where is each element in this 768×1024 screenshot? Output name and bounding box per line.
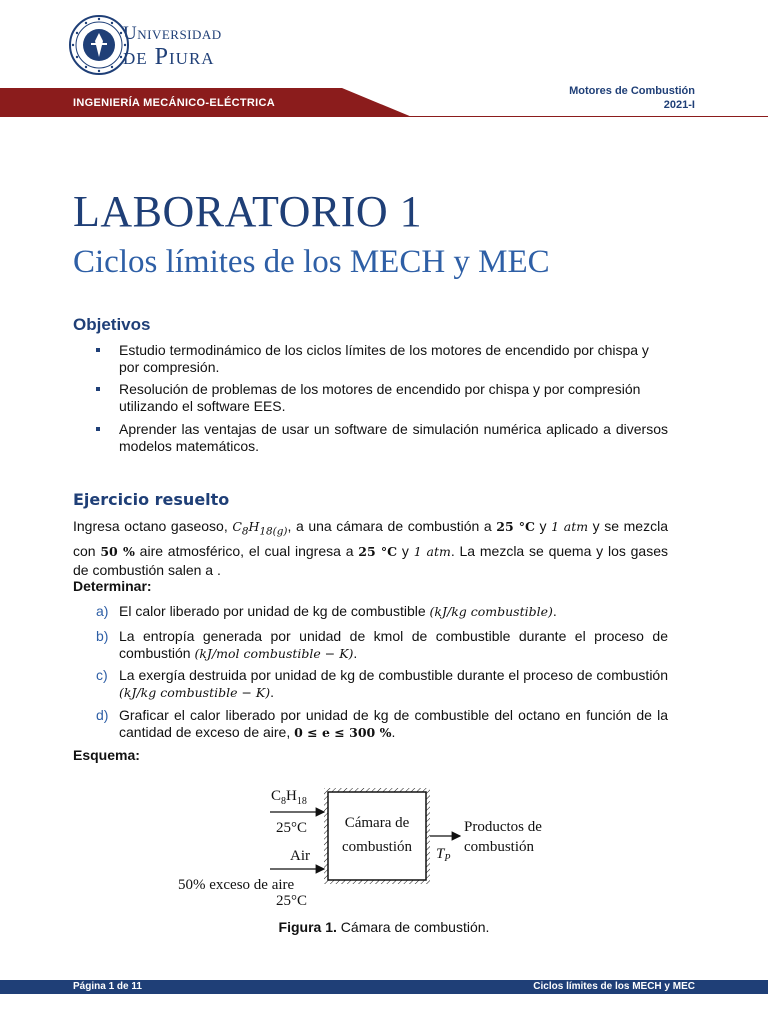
task-text: Graficar el calor liberado por unidad de kg de combustible del octano en función de la cantidad de exceso de aire, 0 ≤ e ≤ 300 %. — [119, 707, 668, 740]
task-item — [96, 707, 668, 741]
objective-text: Aprender las ventajas de usar un software de simulación numérica aplicado a diversos modelos matemáticos. — [119, 421, 668, 454]
scheme-label: Esquema: — [73, 747, 140, 763]
objective-item — [96, 342, 668, 376]
objective-text: Estudio termodinámico de los ciclos límites de los motores de encendido por chispa y por compresión. — [119, 342, 649, 375]
task-text: El calor liberado por unidad de kg de combustible (kJ/kg combustible). — [119, 603, 557, 619]
air-temperature: 25 °C — [358, 543, 398, 559]
fuel-temperature: 25°C — [276, 820, 308, 836]
university-name — [123, 24, 222, 69]
air-label: Air — [290, 848, 310, 864]
caption-number: Figura 1. — [278, 919, 337, 935]
page-number: Página 1 de 11 — [73, 981, 142, 992]
task-letter: b) — [96, 628, 109, 644]
figure-caption — [0, 919, 768, 935]
chamber-label-2: combustión — [342, 839, 412, 855]
task-text: La exergía destruida por unidad de kg de combustible durante el proceso de combustión (kJ/kg combustible − K). — [119, 667, 668, 700]
university-seal-logo — [68, 14, 130, 76]
task-letter: d) — [96, 707, 109, 723]
task-text: La entropía generada por unidad de kmol de combustible durante el proceso de combustión (kJ/mol combustible − K). — [119, 628, 668, 661]
task-item — [96, 667, 668, 701]
course-info — [569, 84, 695, 112]
tp-label: $T_P$ — [436, 846, 451, 864]
objective-item — [96, 381, 668, 415]
products-label-2: combustión — [464, 839, 534, 855]
lab-subtitle: Ciclos límites de los MECH y MEC — [73, 244, 550, 280]
course-term: 2021-I — [663, 99, 695, 111]
air-pressure: 1 atm — [413, 543, 451, 559]
university-name-line2: de Piura — [123, 44, 215, 70]
bullet-icon — [96, 427, 100, 431]
department-label: INGENIERÍA MECÁNICO-ELÉCTRICA — [73, 97, 276, 109]
task-item — [96, 603, 668, 620]
objectives-heading: Objetivos — [73, 315, 151, 334]
task-letter: c) — [96, 667, 108, 683]
products-label-1: Productos de — [464, 819, 542, 835]
excess-air-value: 50 % — [100, 543, 135, 559]
exercise-statement: Ingresa octano gaseoso, $C_8H_{18(g)}$, a una cámara de combustión a 25 °C y 1 atm y se mezcla con 50 % aire atmosférico, el cual ingresa a 25 °C y 1 atm. La mezcla se quema y los gases de combustión salen a . — [73, 518, 668, 578]
chamber-box — [328, 792, 426, 880]
exercise-heading: Ejercicio resuelto — [73, 490, 230, 509]
objective-text: Resolución de problemas de los motores de encendido por chispa y por compresión utilizando el software EES. — [119, 381, 641, 414]
statement-text: Ingresa octano gaseoso, — [73, 518, 233, 534]
determine-label: Determinar: — [73, 578, 152, 594]
bullet-icon — [96, 348, 100, 352]
footer-title: Ciclos límites de los MECH y MEC — [533, 981, 695, 992]
air-excess-label: 50% exceso de aire — [178, 877, 295, 893]
university-name-line1: Universidad — [123, 23, 222, 44]
task-letter: a) — [96, 603, 109, 619]
air-temperature-label: 25°C — [276, 893, 308, 908]
chamber-label-1: Cámara de — [344, 815, 410, 831]
lab-title: LABORATORIO 1 — [73, 187, 423, 236]
combustion-chamber-diagram — [170, 778, 590, 908]
objective-item — [96, 421, 668, 455]
course-name: Motores de Combustión — [569, 85, 695, 97]
caption-text: Cámara de combustión. — [336, 919, 490, 935]
fuel-formula: $C_8H_{18(g)}$ — [232, 519, 288, 538]
statement-text: , a una cámara de combustión a — [287, 518, 497, 534]
inlet-pressure: 1 atm — [551, 519, 589, 534]
task-item — [96, 628, 668, 662]
bullet-icon — [96, 387, 100, 391]
inlet-temperature: 25 °C — [496, 519, 535, 534]
fuel-label: $C_8H_{18}$ — [271, 788, 307, 807]
